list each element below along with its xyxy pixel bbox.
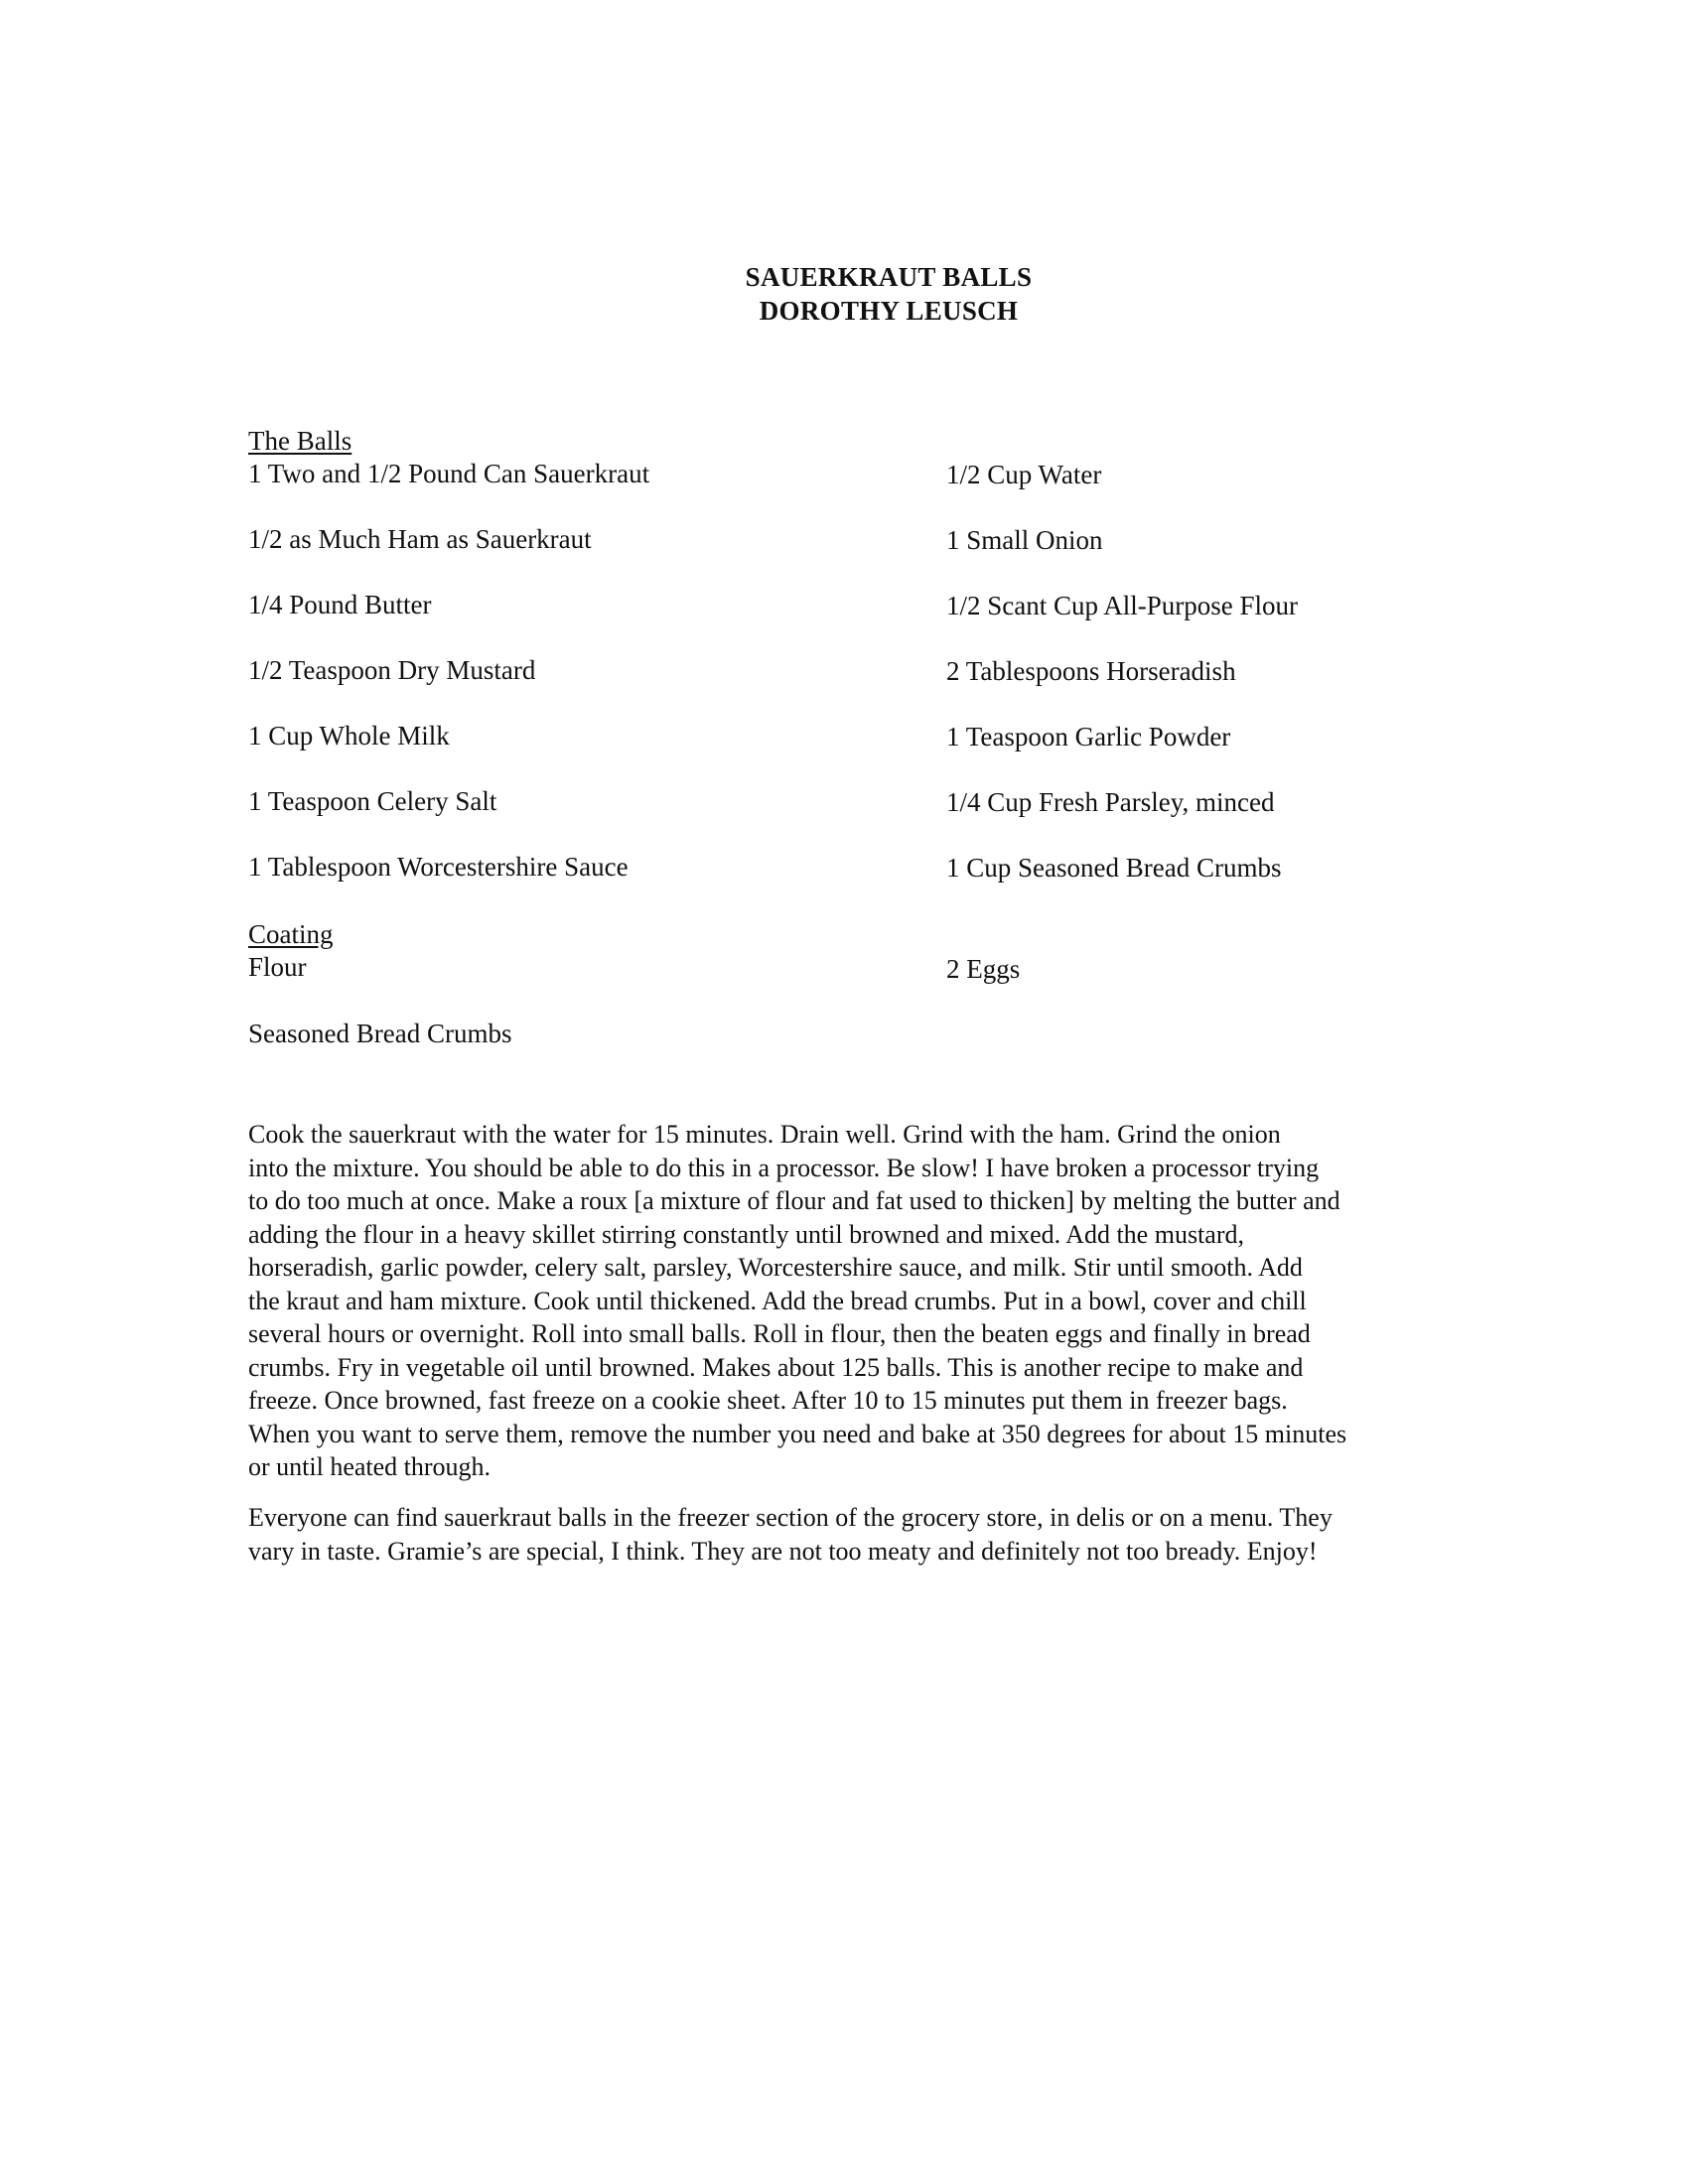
closing-paragraph xyxy=(248,1501,1460,1568)
recipe-title: SAUERKRAUT BALLS xyxy=(745,262,1033,292)
ingredient-item: 1 Tablespoon Worcestershire Sauce xyxy=(248,852,629,882)
instructions-line: several hours or overnight. Roll into small balls. Roll in flour, then the beaten eggs and finally in bread xyxy=(248,1319,1311,1348)
ingredient-item: 1 Cup Whole Milk xyxy=(248,721,450,751)
closing-line: vary in taste. Gramie’s are special, I think. They are not too meaty and definitely not too bready. Enjoy! xyxy=(248,1536,1318,1566)
ingredient-item: 2 Tablespoons Horseradish xyxy=(946,656,1236,686)
ingredient-item: 1/2 Scant Cup All-Purpose Flour xyxy=(946,591,1299,620)
ingredient-item: 1 Two and 1/2 Pound Can Sauerkraut xyxy=(248,459,650,488)
ingredient-item: 1/2 Teaspoon Dry Mustard xyxy=(248,655,536,685)
ingredient-item: Flour xyxy=(248,952,307,982)
instructions-line: the kraut and ham mixture. Cook until thickened. Add the bread crumbs. Put in a bowl, cover and chill xyxy=(248,1286,1307,1315)
coating-heading: Coating xyxy=(248,919,334,949)
instructions-line: When you want to serve them, remove the number you need and bake at 350 degrees for about 15 minutes xyxy=(248,1419,1347,1448)
recipe-author: DOROTHY LEUSCH xyxy=(759,296,1019,326)
instructions-paragraph xyxy=(248,1118,1460,1484)
ingredient-item: 1 Small Onion xyxy=(946,525,1103,555)
instructions-line: into the mixture. You should be able to do this in a processor. Be slow! I have broken a processor trying xyxy=(248,1153,1320,1182)
instructions-line: Cook the sauerkraut with the water for 15 minutes. Drain well. Grind with the ham. Grind the onion xyxy=(248,1120,1281,1149)
ingredient-item: 2 Eggs xyxy=(946,954,1021,984)
ingredient-item: 1/2 as Much Ham as Sauerkraut xyxy=(248,524,592,554)
ingredient-item: Seasoned Bread Crumbs xyxy=(248,1019,512,1048)
closing-line: Everyone can find sauerkraut balls in the freezer section of the grocery store, in delis or on a menu. They xyxy=(248,1503,1333,1532)
ingredient-item: 1 Teaspoon Celery Salt xyxy=(248,786,497,816)
title-block xyxy=(0,260,1688,328)
balls-heading: The Balls xyxy=(248,426,352,456)
instructions-line: adding the flour in a heavy skillet stirring constantly until browned and mixed. Add the mustard, xyxy=(248,1219,1244,1249)
ingredient-item: 1 Cup Seasoned Bread Crumbs xyxy=(946,853,1282,883)
instructions-line: crumbs. Fry in vegetable oil until browned. Makes about 125 balls. This is another recipe to make and xyxy=(248,1352,1304,1382)
ingredient-item: 1/4 Cup Fresh Parsley, minced xyxy=(946,787,1275,817)
instructions-line: or until heated through. xyxy=(248,1452,492,1481)
instructions-line: freeze. Once browned, fast freeze on a cookie sheet. After 10 to 15 minutes put them in freezer bags. xyxy=(248,1386,1288,1415)
instructions-line: to do too much at once. Make a roux [a mixture of flour and fat used to thicken] by melting the butter and xyxy=(248,1186,1340,1215)
ingredient-item: 1/4 Pound Butter xyxy=(248,590,432,619)
ingredient-item: 1 Teaspoon Garlic Powder xyxy=(946,722,1231,751)
ingredient-item: 1/2 Cup Water xyxy=(946,460,1102,489)
instructions-line: horseradish, garlic powder, celery salt, parsley, Worcestershire sauce, and milk. Stir until smooth. Add xyxy=(248,1253,1303,1282)
